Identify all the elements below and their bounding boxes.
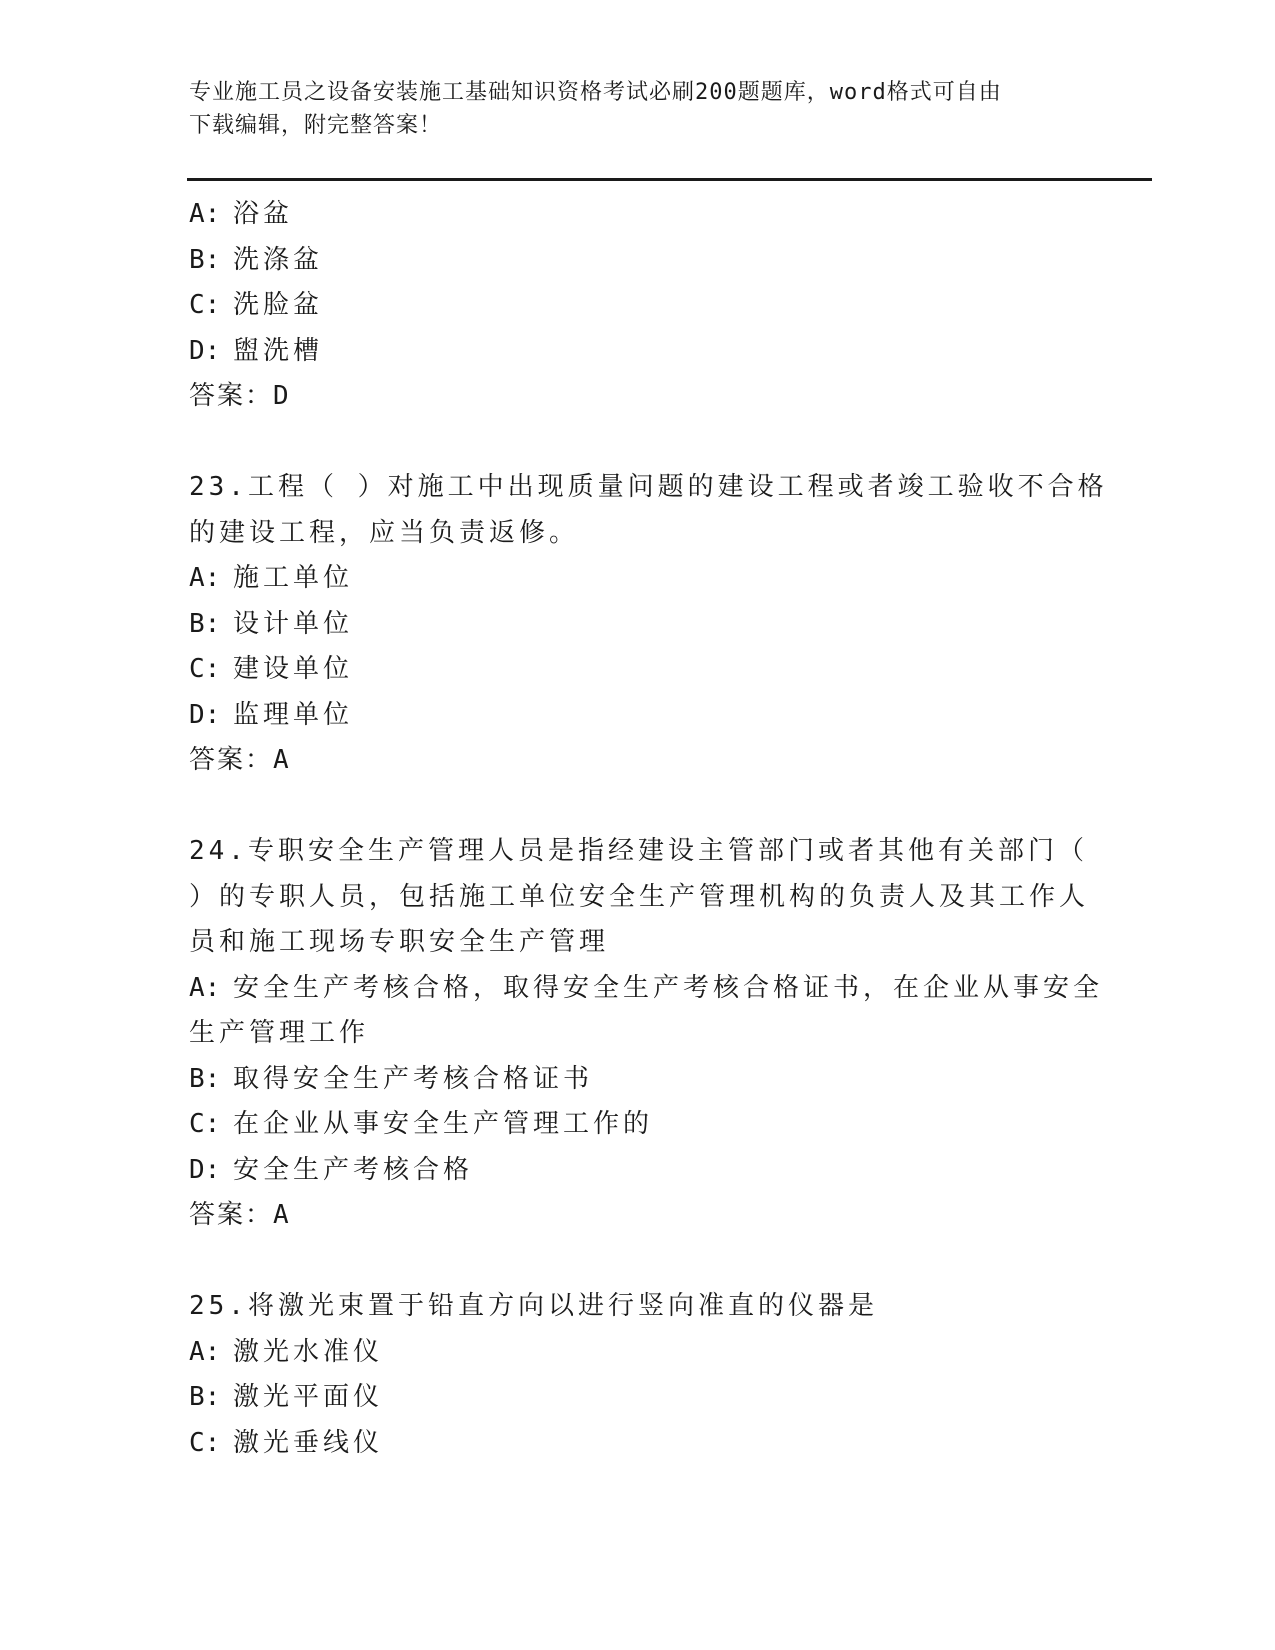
option-a: A: 激光水准仪: [189, 1336, 384, 1367]
option-d: D: 监理单位: [189, 699, 354, 730]
document-header: [189, 76, 1069, 142]
option-c: C: 建设单位: [189, 654, 354, 684]
option-b: B: 设计单位: [189, 608, 354, 639]
option-b: B: 激光平面仪: [189, 1382, 384, 1412]
option-c: C: 洗脸盆: [189, 290, 324, 320]
option-a: A: 浴盆: [189, 199, 294, 229]
question-list: [189, 192, 1108, 1466]
option-b: B: 取得安全生产考核合格证书: [189, 1063, 594, 1094]
question-text-line: 的建设工程，应当负责返修。: [189, 517, 580, 548]
option-d: D: 安全生产考核合格: [189, 1154, 474, 1185]
spacer: [189, 1239, 1089, 1285]
answer: 答案：A: [189, 1200, 291, 1230]
question-24: [189, 829, 1104, 1239]
option-c: C: 激光垂线仪: [189, 1427, 384, 1458]
question-text-line: 员和施工现场专职安全生产管理: [189, 927, 610, 957]
option-a: A: 安全生产考核合格，取得安全生产考核合格证书，在企业从事安全: [189, 972, 1104, 1003]
question-25: [189, 1284, 1089, 1466]
answer: 答案：A: [189, 745, 291, 775]
option-b: B: 洗涤盆: [189, 244, 324, 275]
option-a: A: 施工单位: [189, 563, 354, 593]
header-line-1: 专业施工员之设备安装施工基础知识资格考试必刷200题题库，word格式可自由: [189, 80, 1002, 105]
question-23: [189, 465, 1108, 784]
question-22-continued: [189, 192, 1089, 420]
header-divider: [187, 178, 1152, 181]
question-text-line: 23.工程（ ）对施工中出现质量问题的建设工程或者竣工验收不合格: [189, 472, 1108, 502]
question-text-line: 25.将激光束置于铅直方向以进行竖向准直的仪器是: [189, 1291, 878, 1321]
spacer: [189, 420, 1089, 466]
spacer: [189, 784, 1089, 830]
option-c: C: 在企业从事安全生产管理工作的: [189, 1109, 654, 1139]
question-text-line: 24.专职安全生产管理人员是指经建设主管部门或者其他有关部门（: [189, 836, 1088, 866]
answer: 答案：D: [189, 381, 291, 411]
option-d: D: 盥洗槽: [189, 335, 324, 366]
header-line-2: 下载编辑，附完整答案！: [189, 113, 443, 138]
question-text-line: ）的专职人员，包括施工单位安全生产管理机构的负责人及其工作人: [189, 881, 1090, 912]
option-a-continued: 生产管理工作: [189, 1018, 370, 1048]
